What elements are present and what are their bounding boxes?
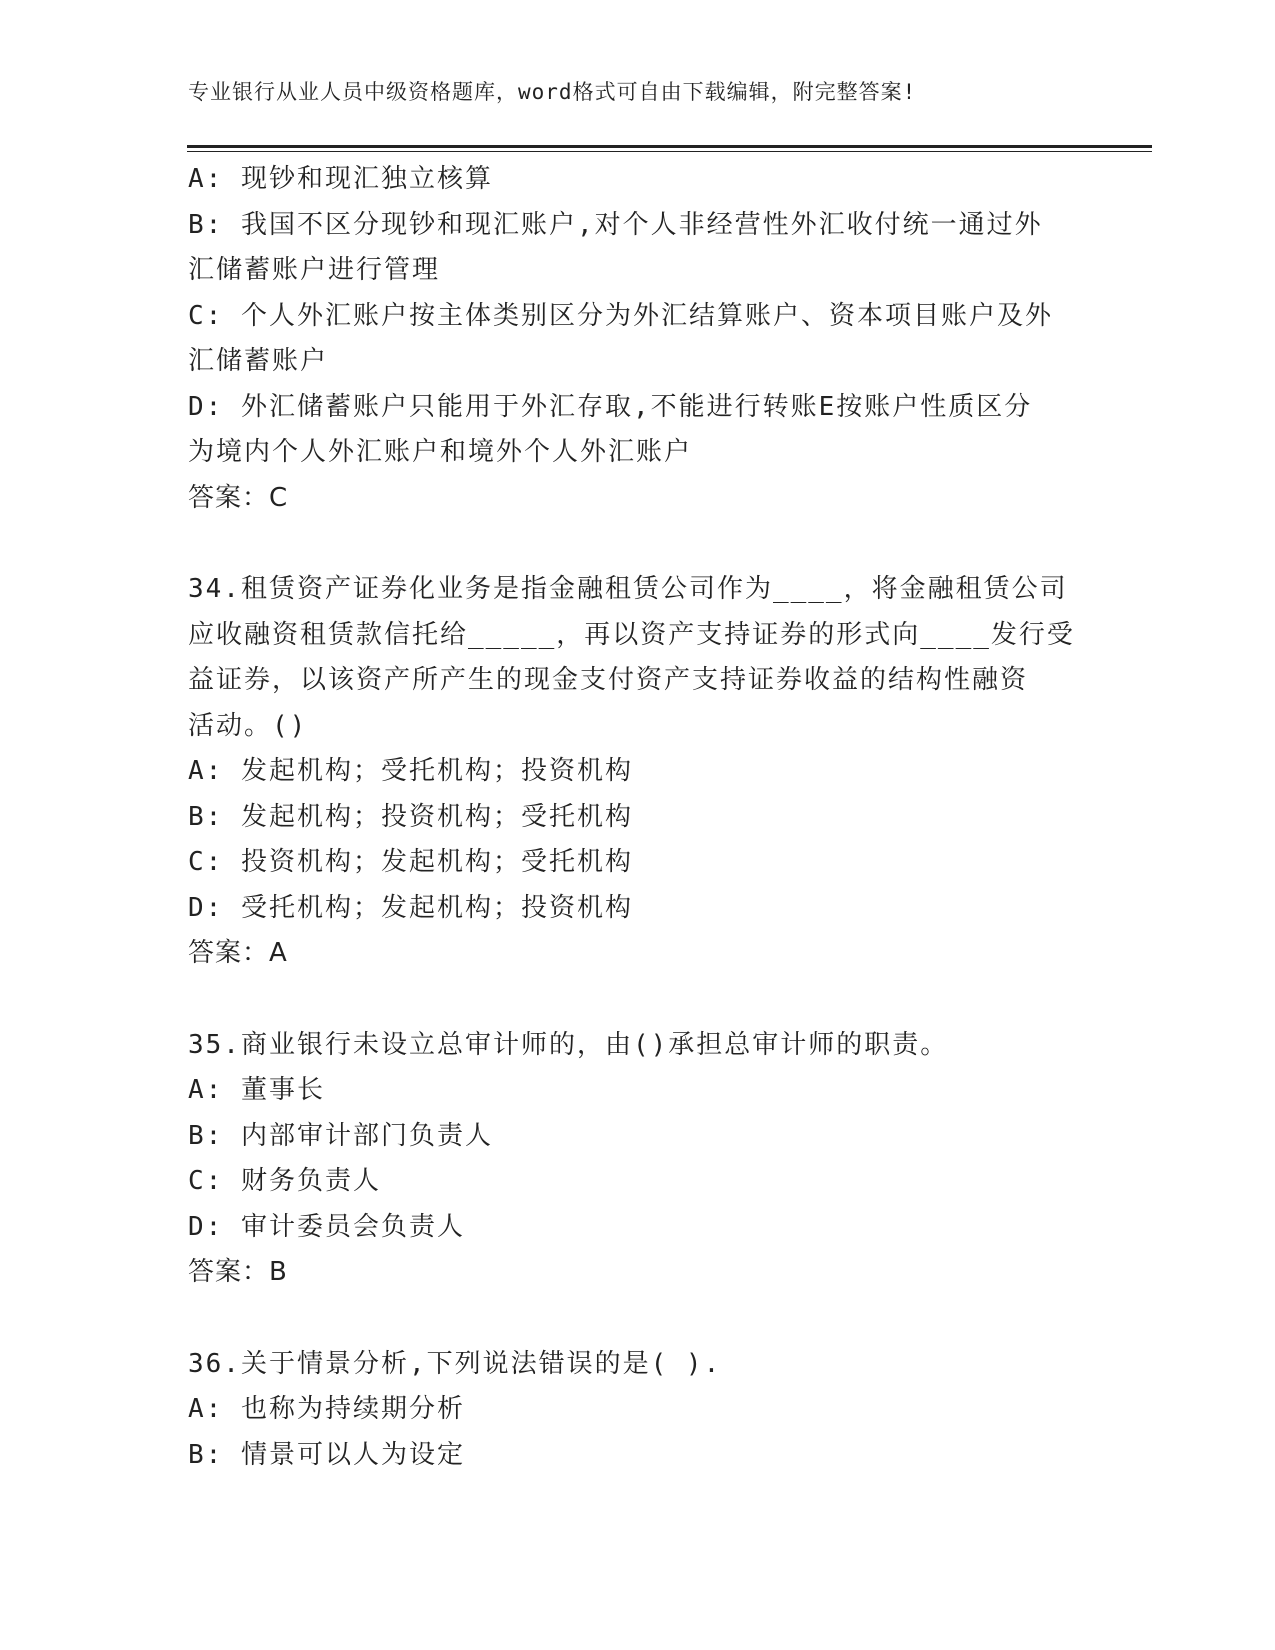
option-b-line-2: 汇储蓄账户进行管理 (188, 255, 441, 285)
option-d-line-2: 为境内个人外汇账户和境外个人外汇账户 (188, 437, 693, 467)
answer: 答案：A (188, 938, 288, 968)
question-36 (188, 1342, 1088, 1479)
option-a: A: 现钞和现汇独立核算 (188, 164, 493, 194)
question-text-line-3: 益证券，以该资产所产生的现金支付资产支持证券收益的结构性融资 (188, 665, 1029, 695)
document-body (188, 157, 1088, 1478)
option-c: C: 财务负责人 (188, 1166, 381, 1196)
option-d: D: 审计委员会负责人 (188, 1211, 465, 1242)
question-text-line-4: 活动。() (188, 710, 308, 741)
option-d-line-1: D: 外汇储蓄账户只能用于外汇存取,不能进行转账E按账户性质区分 (188, 391, 1033, 422)
question-text-line-1: 36.关于情景分析,下列说法错误的是( ). (188, 1348, 722, 1379)
question-33 (188, 157, 1088, 521)
option-c: C: 投资机构；发起机构；受托机构 (188, 847, 633, 877)
option-b-line-1: B: 我国不区分现钞和现汇账户,对个人非经营性外汇收付统一通过外 (188, 209, 1043, 240)
question-35 (188, 1023, 1088, 1296)
page-header: 专业银行从业人员中级资格题库，word格式可自由下载编辑，附完整答案! (188, 80, 917, 104)
header-rule-thick (187, 145, 1152, 148)
answer: 答案：C (188, 482, 289, 513)
question-text-line-1: 34.租赁资产证券化业务是指金融租赁公司作为____，将金融租赁公司 (188, 574, 1068, 604)
option-b: B: 情景可以人为设定 (188, 1439, 465, 1470)
option-a: A: 董事长 (188, 1075, 325, 1105)
spacer (188, 521, 1088, 567)
question-text-line-2: 应收融资租赁款信托给_____，再以资产支持证券的形式向____发行受 (188, 619, 1075, 650)
option-a: A: 也称为持续期分析 (188, 1394, 465, 1424)
option-b: B: 内部审计部门负责人 (188, 1120, 493, 1151)
spacer (188, 1296, 1088, 1342)
answer: 答案：B (188, 1257, 288, 1287)
option-a: A: 发起机构；受托机构；投资机构 (188, 756, 633, 786)
option-b: B: 发起机构；投资机构；受托机构 (188, 801, 633, 832)
question-text-line-1: 35.商业银行未设立总审计师的，由()承担总审计师的职责。 (188, 1029, 949, 1060)
header-rule-thin (187, 151, 1152, 152)
question-34 (188, 567, 1088, 977)
spacer (188, 977, 1088, 1023)
option-c-line-2: 汇储蓄账户 (188, 346, 329, 376)
option-c-line-1: C: 个人外汇账户按主体类别区分为外汇结算账户、资本项目账户及外 (188, 300, 1053, 331)
option-d: D: 受托机构；发起机构；投资机构 (188, 892, 633, 923)
